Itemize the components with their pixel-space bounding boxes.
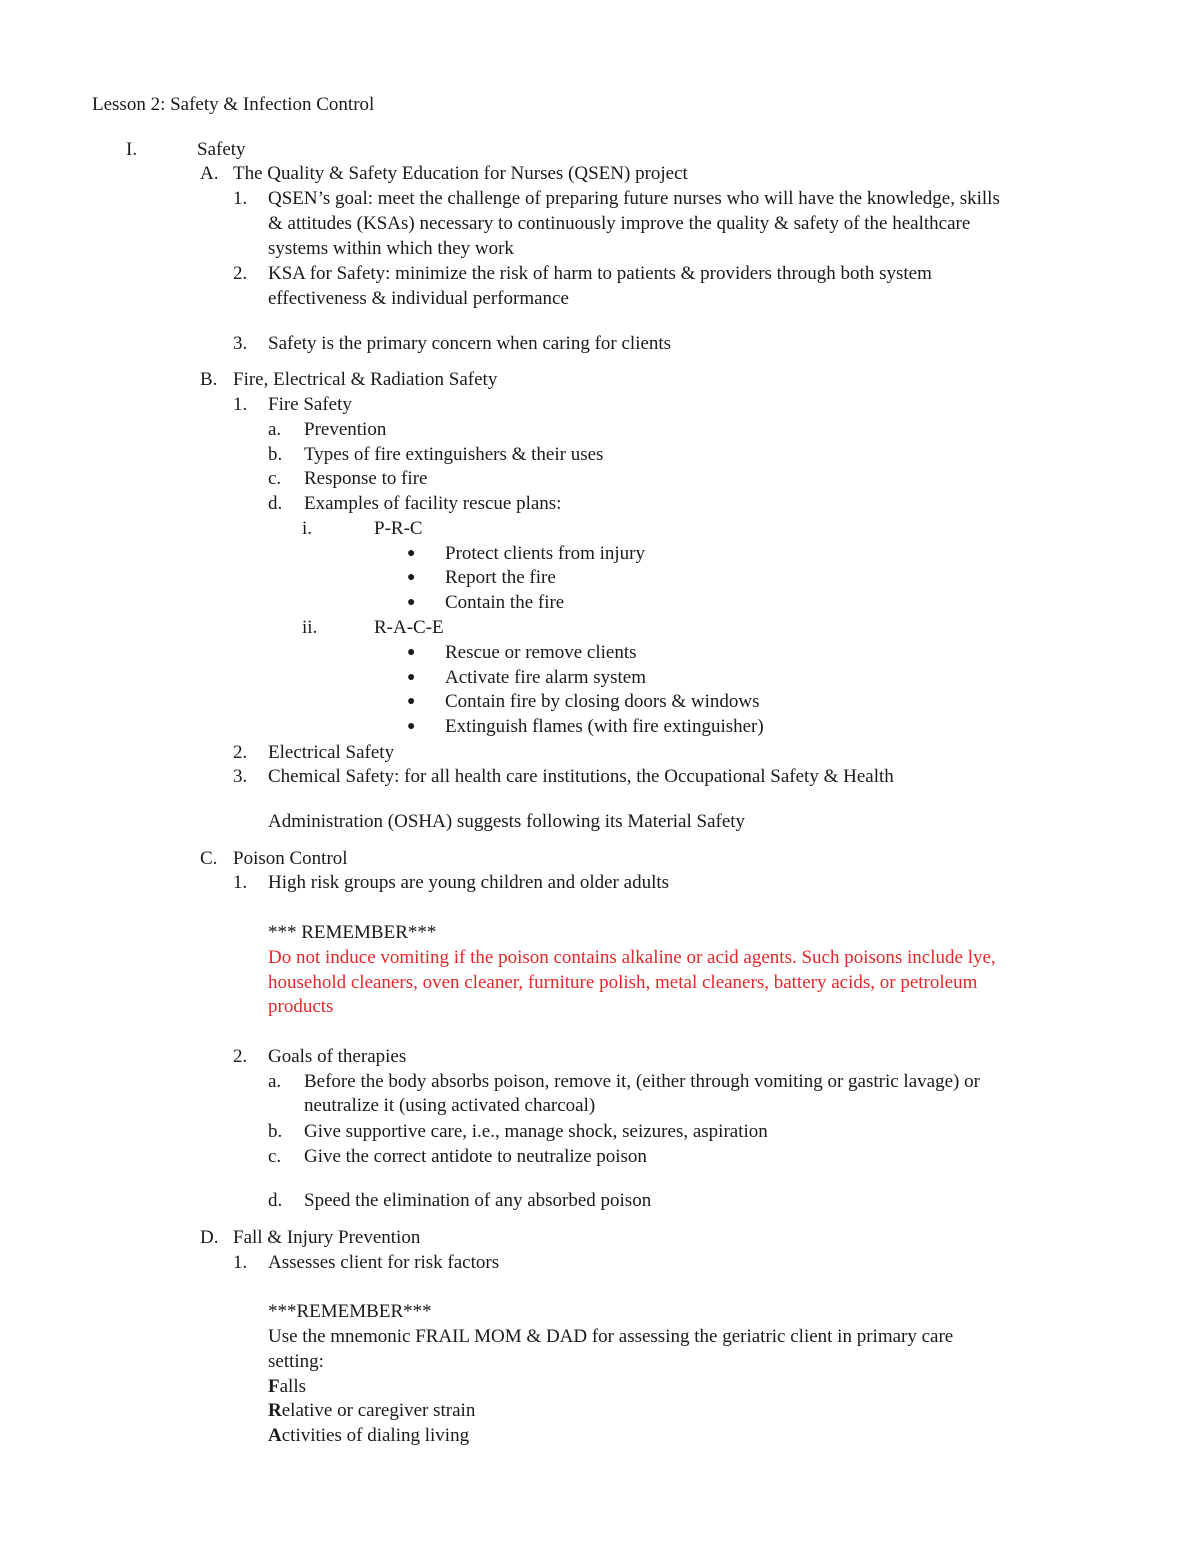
list-item-text: & attitudes (KSAs) necessary to continuously improve the quality & safety of the healthcare [268,213,971,234]
list-item-text: Response to fire [304,468,428,489]
remember-label: ***REMEMBER*** [268,1301,432,1322]
list-item-text: Report the fire [445,567,556,588]
list-marker: b. [268,444,283,465]
list-item-text: Protect clients from injury [445,543,645,564]
subsection-heading: The Quality & Safety Education for Nurses (QSEN) project [233,163,688,184]
acronym-letter: A [268,1425,282,1446]
section-heading: Safety [197,139,246,160]
document-title: Lesson 2: Safety & Infection Control [92,94,375,115]
list-marker: c. [268,468,282,489]
list-marker: 3. [233,333,248,354]
list-item-text: Speed the elimination of any absorbed poison [304,1190,652,1211]
bullet-icon: ● [407,546,416,561]
acronym-rest: ctivities of dialing living [281,1425,470,1446]
subsection-marker: D. [200,1227,219,1248]
plan-name: P-R-C [374,518,423,539]
list-item-text: Administration (OSHA) suggests following its Material Safety [268,811,746,832]
bullet-icon: ● [407,694,416,709]
list-marker: b. [268,1121,283,1142]
list-item-text: systems within which they work [268,238,514,259]
list-marker: a. [268,1071,282,1092]
acronym-line [268,1375,306,1399]
list-item-text: Contain fire by closing doors & windows [445,691,760,712]
plan-name: R-A-C-E [374,617,444,638]
subsection-heading: Poison Control [233,848,348,869]
list-item-text: neutralize it (using activated charcoal) [304,1095,596,1116]
warning-text: Do not induce vomiting if the poison contains alkaline or acid agents. Such poisons include lye, [268,947,996,968]
acronym-letter: R [268,1400,282,1421]
list-item-text: Before the body absorbs poison, remove it, (either through vomiting or gastric lavage) or [304,1071,980,1092]
list-item-text: Assesses client for risk factors [268,1252,500,1273]
list-marker: a. [268,419,282,440]
list-marker: c. [268,1146,282,1167]
list-item-text: Examples of facility rescue plans: [304,493,562,514]
mnemonic-text: setting: [268,1351,324,1372]
list-item-text: Prevention [304,419,387,440]
subsection-marker: C. [200,848,218,869]
list-item-text: QSEN’s goal: meet the challenge of preparing future nurses who will have the knowledge, skills [268,188,1000,209]
acronym-rest: elative or caregiver strain [281,1400,476,1421]
list-item-text: Give supportive care, i.e., manage shock, seizures, aspiration [304,1121,768,1142]
warning-text: household cleaners, oven cleaner, furniture polish, metal cleaners, battery acids, or petroleum [268,972,978,993]
list-marker: ii. [302,617,318,638]
acronym-rest: alls [279,1376,306,1397]
list-marker: 1. [233,872,248,893]
list-item-text: Fire Safety [268,394,352,415]
remember-label: *** REMEMBER*** [268,922,437,943]
section-marker: I. [126,139,138,160]
list-item-text: effectiveness & individual performance [268,288,569,309]
mnemonic-text: Use the mnemonic FRAIL MOM & DAD for assessing the geriatric client in primary care [268,1326,954,1347]
list-item-text: Give the correct antidote to neutralize poison [304,1146,647,1167]
list-marker: 1. [233,1252,248,1273]
list-marker: 2. [233,742,248,763]
list-item-text: Activate fire alarm system [445,667,647,688]
list-item-text: KSA for Safety: minimize the risk of harm to patients & providers through both system [268,263,932,284]
bullet-icon: ● [407,645,416,660]
subsection-marker: B. [200,369,218,390]
list-item-text: Types of fire extinguishers & their uses [304,444,604,465]
list-marker: i. [302,518,313,539]
list-marker: 3. [233,766,248,787]
acronym-line [268,1399,475,1423]
list-item-text: Chemical Safety: for all health care institutions, the Occupational Safety & Health [268,766,894,787]
list-marker: 2. [233,1046,248,1067]
list-item-text: High risk groups are young children and older adults [268,872,670,893]
acronym-line [268,1424,469,1448]
bullet-icon: ● [407,670,416,685]
subsection-marker: A. [200,163,219,184]
list-item-text: Electrical Safety [268,742,395,763]
list-item-text: Extinguish flames (with fire extinguisher) [445,716,764,737]
list-marker: d. [268,493,283,514]
list-item-text: Goals of therapies [268,1046,407,1067]
list-item-text: Contain the fire [445,592,565,613]
bullet-icon: ● [407,570,416,585]
bullet-icon: ● [407,595,416,610]
list-marker: d. [268,1190,283,1211]
bullet-icon: ● [407,719,416,734]
acronym-letter: F [268,1376,280,1397]
warning-text: products [268,996,334,1017]
subsection-heading: Fire, Electrical & Radiation Safety [233,369,498,390]
list-item-text: Safety is the primary concern when caring for clients [268,333,672,354]
list-marker: 1. [233,394,248,415]
list-marker: 1. [233,188,248,209]
subsection-heading: Fall & Injury Prevention [233,1227,421,1248]
list-item-text: Rescue or remove clients [445,642,637,663]
list-marker: 2. [233,263,248,284]
